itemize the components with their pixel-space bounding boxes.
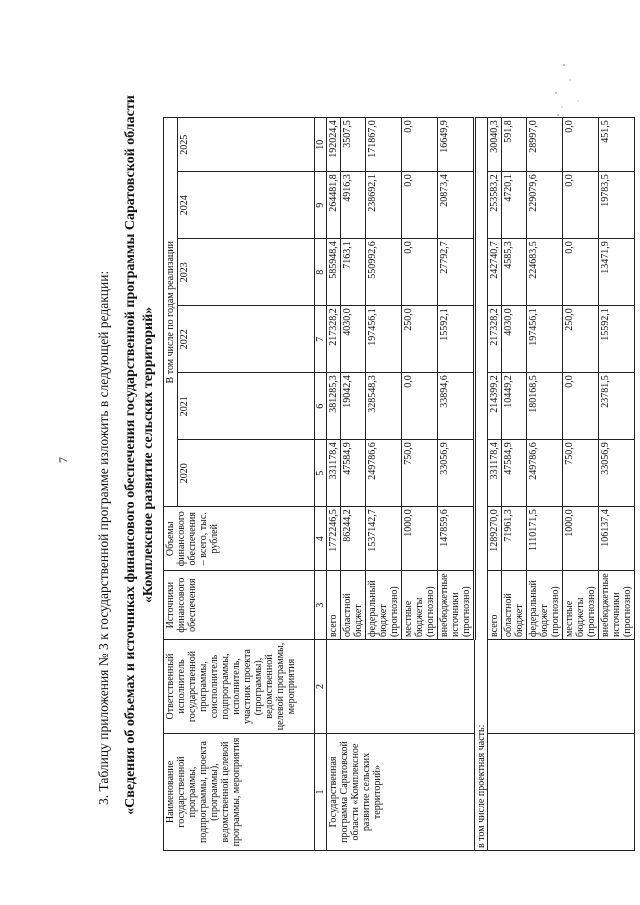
program-name: Государственная программа Саратовской области «Комплексное развитие сельских территорий» <box>327 734 475 851</box>
year-cell: 23781,5 <box>599 373 635 440</box>
year-cell: 451,5 <box>599 118 635 172</box>
year-cell: 192024,4 <box>327 118 341 172</box>
year-cell: 47584,9 <box>502 440 527 507</box>
column-numbers-row <box>315 118 327 851</box>
year-cell: 250,0 <box>563 306 599 373</box>
header-year: 2022 <box>178 306 315 373</box>
header-years-group: В том числе по годам реализации <box>164 118 178 507</box>
column-number: 9 <box>315 172 327 239</box>
financing-table <box>163 117 635 851</box>
year-cell: 0,0 <box>402 373 438 440</box>
project-name-cell <box>488 734 635 851</box>
year-cell: 16649,9 <box>438 118 475 172</box>
total-cell: 1000,0 <box>563 507 599 571</box>
year-cell: 15592,1 <box>599 306 635 373</box>
year-cell: 0,0 <box>563 172 599 239</box>
program-executor <box>327 640 475 734</box>
year-cell: 3507,5 <box>341 118 366 172</box>
source-cell: областной бюджет <box>502 571 527 640</box>
year-cell: 550992,6 <box>366 239 402 306</box>
year-cell: 19042,4 <box>341 373 366 440</box>
column-number: 1 <box>315 734 327 851</box>
year-cell: 0,0 <box>402 239 438 306</box>
year-cell: 10449,2 <box>502 373 527 440</box>
total-cell: 1537142,7 <box>366 507 402 571</box>
header-executor: Ответственный исполнитель государственной программы, соисполнитель подпрограммы, исполнитель, участник проекта (программы), ведомственной целевой программы, мероприятия <box>164 640 315 734</box>
column-number: 10 <box>315 118 327 172</box>
header-row <box>164 118 178 851</box>
source-cell: всего <box>488 571 502 640</box>
source-cell: областной бюджет <box>341 571 366 640</box>
source-cell: федеральный бюджет (прогнозно) <box>527 571 563 640</box>
header-year: 2020 <box>178 440 315 507</box>
year-cell: 750,0 <box>563 440 599 507</box>
year-cell: 4585,3 <box>502 239 527 306</box>
header-name: Наименование государственной программы, подпрограммы, проекта (программы), ведомственной целевой программы, мероприятия <box>164 734 315 851</box>
year-cell: 217328,2 <box>488 306 502 373</box>
year-cell: 47584,9 <box>341 440 366 507</box>
year-cell: 19783,5 <box>599 172 635 239</box>
year-cell: 15592,1 <box>438 306 475 373</box>
header-year: 2024 <box>178 172 315 239</box>
year-cell: 585948,4 <box>327 239 341 306</box>
year-cell: 750,0 <box>402 440 438 507</box>
year-cell: 250,0 <box>402 306 438 373</box>
source-cell: внебюджетные источники (прогнозно) <box>438 571 475 640</box>
column-number: 6 <box>315 373 327 440</box>
year-cell: 238692,1 <box>366 172 402 239</box>
total-cell: 147859,6 <box>438 507 475 571</box>
year-cell: 249786,6 <box>366 440 402 507</box>
year-cell: 7163,1 <box>341 239 366 306</box>
year-cell: 13471,9 <box>599 239 635 306</box>
year-cell: 4030,0 <box>502 306 527 373</box>
year-cell: 171867,0 <box>366 118 402 172</box>
total-cell: 1110171,5 <box>527 507 563 571</box>
year-cell: 591,8 <box>502 118 527 172</box>
column-number: 5 <box>315 440 327 507</box>
project-part-subtitle: в том числе проектная часть: <box>475 118 488 851</box>
year-cell: 4030,0 <box>341 306 366 373</box>
year-cell: 33056,9 <box>599 440 635 507</box>
year-cell: 214399,2 <box>488 373 502 440</box>
year-cell: 331178,4 <box>327 440 341 507</box>
header-year: 2025 <box>178 118 315 172</box>
page-number: 7 <box>56 457 70 463</box>
year-cell: 264481,8 <box>327 172 341 239</box>
year-cell: 253583,2 <box>488 172 502 239</box>
intro-text: 3. Таблицу приложения № 3 к государственной программе изложить в следующей редакции: <box>96 270 111 805</box>
table-heading <box>122 60 158 850</box>
year-cell: 20873,4 <box>438 172 475 239</box>
total-cell: 1289270,0 <box>488 507 502 571</box>
scan-specks <box>550 45 590 125</box>
year-cell: 4916,3 <box>341 172 366 239</box>
column-number: 8 <box>315 239 327 306</box>
year-cell: 30040,3 <box>488 118 502 172</box>
year-cell: 0,0 <box>402 172 438 239</box>
total-cell: 106137,4 <box>599 507 635 571</box>
column-number: 3 <box>315 571 327 640</box>
header-volume: Объемы финансового обеспечения – всего, тыс. рублей <box>164 507 315 571</box>
source-cell: всего <box>327 571 341 640</box>
year-cell: 33894,6 <box>438 373 475 440</box>
year-cell: 381285,3 <box>327 373 341 440</box>
header-source: Источники финансового обеспечения <box>164 571 315 640</box>
column-number: 4 <box>315 507 327 571</box>
heading-line-1: «Сведения об объемах и источниках финансового обеспечения государственной программы Саратовской области <box>123 95 138 815</box>
header-year: 2023 <box>178 239 315 306</box>
project-executor-cell <box>488 640 635 734</box>
year-cell: 242740,7 <box>488 239 502 306</box>
table-row <box>327 118 341 851</box>
year-cell: 229079,6 <box>527 172 563 239</box>
year-cell: 217328,2 <box>327 306 341 373</box>
year-cell: 4720,1 <box>502 172 527 239</box>
year-cell: 0,0 <box>563 239 599 306</box>
total-cell: 1000,0 <box>402 507 438 571</box>
year-cell: 28997,0 <box>527 118 563 172</box>
source-cell: местные бюджеты (прогнозно) <box>563 571 599 640</box>
column-number: 7 <box>315 306 327 373</box>
column-number: 2 <box>315 640 327 734</box>
heading-line-2: «Комплексное развитие сельских территорий» <box>141 306 156 604</box>
header-year: 2021 <box>178 373 315 440</box>
total-cell: 86244,2 <box>341 507 366 571</box>
year-cell: 27792,7 <box>438 239 475 306</box>
source-cell: местные бюджеты (прогнозно) <box>402 571 438 640</box>
year-cell: 197456,1 <box>366 306 402 373</box>
year-cell: 0,0 <box>402 118 438 172</box>
subtitle-row <box>475 118 488 851</box>
year-cell: 33056,9 <box>438 440 475 507</box>
year-cell: 328548,3 <box>366 373 402 440</box>
total-cell: 71961,3 <box>502 507 527 571</box>
year-cell: 197456,1 <box>527 306 563 373</box>
total-cell: 1772246,5 <box>327 507 341 571</box>
year-cell: 331178,4 <box>488 440 502 507</box>
year-cell: 224683,5 <box>527 239 563 306</box>
table-row <box>488 118 502 851</box>
year-cell: 0,0 <box>563 373 599 440</box>
year-cell: 180168,5 <box>527 373 563 440</box>
year-cell: 0,0 <box>563 118 599 172</box>
source-cell: внебюджетные источники (прогнозно) <box>599 571 635 640</box>
source-cell: федеральный бюджет (прогнозно) <box>366 571 402 640</box>
year-cell: 249786,6 <box>527 440 563 507</box>
